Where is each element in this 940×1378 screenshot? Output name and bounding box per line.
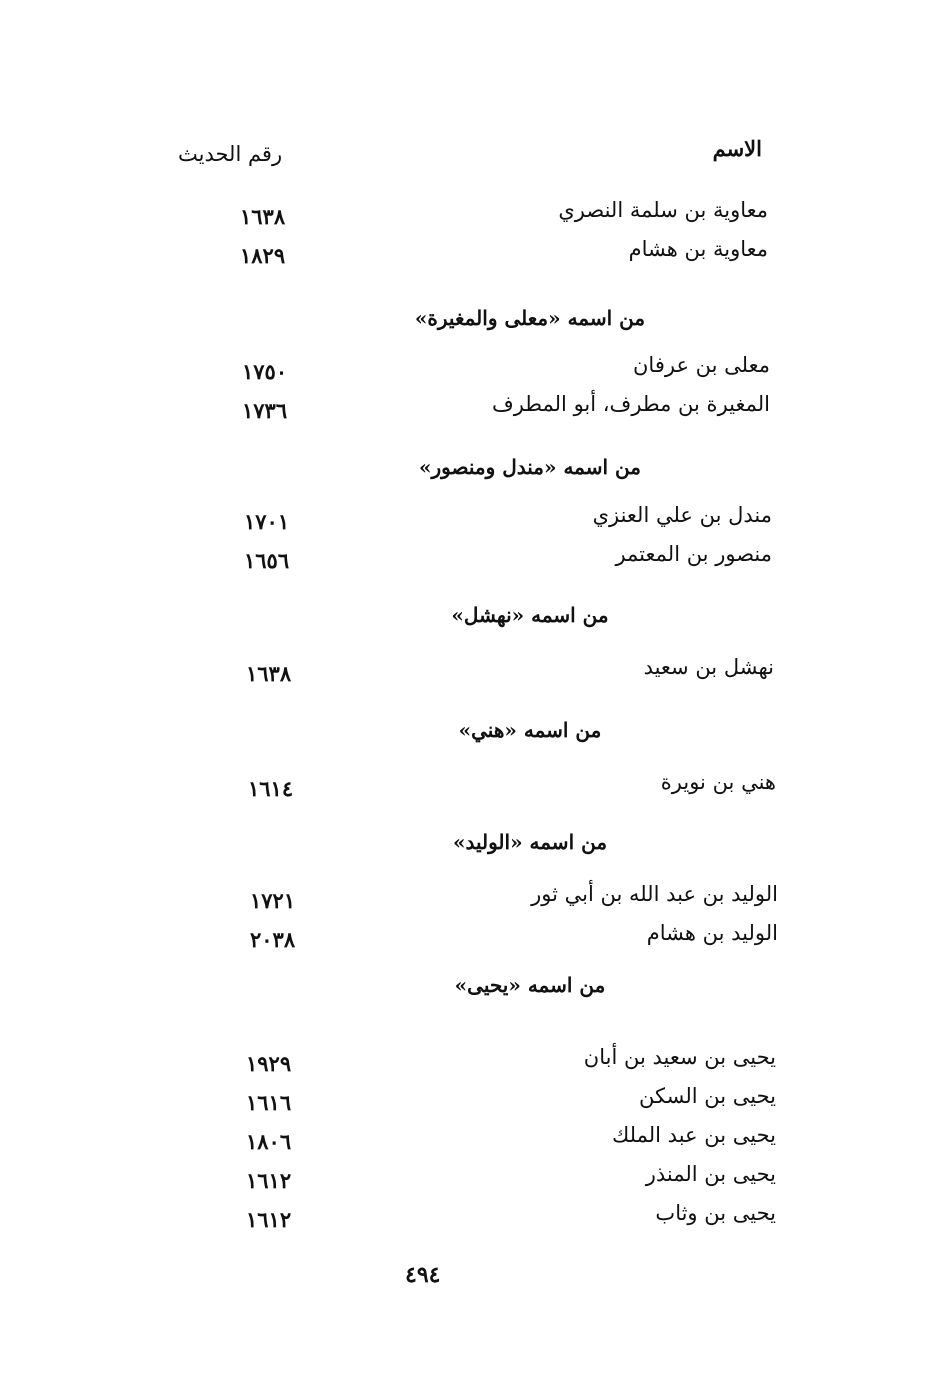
narrator-name: معلى بن عرفان [633,353,770,377]
narrator-name: الوليد بن هشام [646,921,778,945]
hadith-number: ١٧٥٠ [242,359,288,384]
hadith-number: ١٧٣٦ [242,398,288,423]
hadith-number: ٢٠٣٨ [250,927,296,952]
column-header-name: الاسم [712,136,762,161]
hadith-number: ١٦٥٦ [244,548,290,573]
hadith-number: ١٦٣٨ [240,204,286,229]
hadith-number: ١٦١٦ [246,1090,292,1115]
narrator-name: يحيى بن السكن [639,1084,776,1108]
narrator-name: يحيى بن عبد الملك [611,1123,776,1147]
narrator-name: مندل بن علي العنزي [592,503,772,527]
hadith-number: ١٩٢٩ [246,1051,292,1076]
page-number: ٤٩٤ [405,1262,441,1288]
narrator-name: الوليد بن عبد الله بن أبي ثور [531,882,778,906]
hadith-number: ١٦١٢ [246,1168,292,1193]
narrator-name: نهشل بن سعيد [643,655,774,679]
narrator-name: يحيى بن سعيد بن أبان [583,1045,776,1069]
section-heading: من اسمه «معلى والمغيرة» [414,306,646,330]
narrator-name: هني بن نويرة [660,770,776,794]
hadith-number: ١٨٠٦ [246,1129,292,1154]
hadith-number: ١٧٠١ [244,509,290,534]
narrator-name: معاوية بن هشام [628,237,768,261]
narrator-name: يحيى بن المنذر [645,1162,776,1186]
hadith-number: ١٨٢٩ [240,243,286,268]
section-heading: من اسمه «هني» [458,718,602,742]
section-heading: من اسمه «الوليد» [452,830,608,854]
narrator-name: معاوية بن سلمة النصري [558,198,768,222]
hadith-number: ١٧٢١ [250,888,296,913]
narrator-name: منصور بن المعتمر [615,542,772,566]
hadith-number: ١٦١٢ [246,1207,292,1232]
section-heading: من اسمه «نهشل» [451,603,609,627]
column-header-hadith-number: رقم الحديث [178,142,283,166]
narrator-name: يحيى بن وثاب [655,1201,776,1225]
hadith-number: ١٦١٤ [248,776,294,801]
section-heading: من اسمه «يحيى» [454,973,606,997]
section-heading: من اسمه «مندل ومنصور» [419,455,641,479]
hadith-number: ١٦٣٨ [246,661,292,686]
narrator-name: المغيرة بن مطرف، أبو المطرف [491,392,770,416]
